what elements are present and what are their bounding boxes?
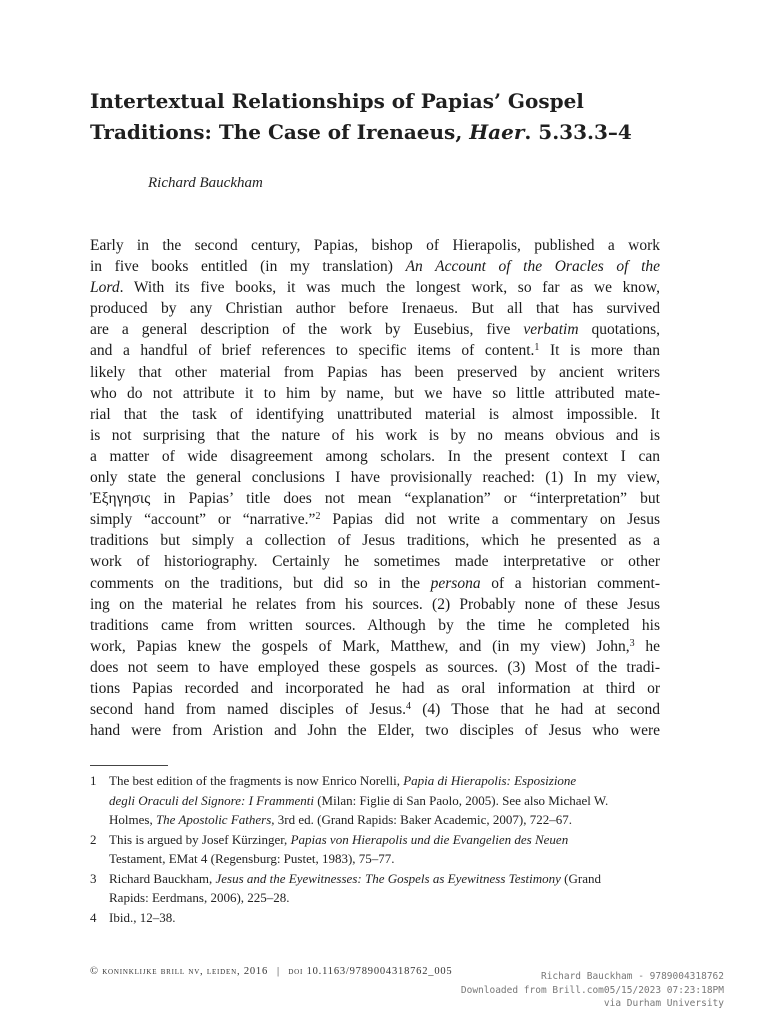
doi-link[interactable]: doi 10.1163/9789004318762_005 bbox=[288, 966, 453, 977]
body-line: tions Papias recorded and incorporated he had as oral information at third or bbox=[90, 679, 660, 697]
body-line: ing on the material he relates from his sources. (2) Probably none of these Jesus bbox=[90, 595, 660, 613]
footnote-ref[interactable]: 2 bbox=[315, 511, 321, 523]
body-line: hand were from Aristion and John the Elder, two disciples of Jesus who were bbox=[90, 722, 660, 740]
body-line: traditions came from written sources. Although by the time he completed his bbox=[90, 616, 660, 634]
author-name: Richard Bauckham bbox=[148, 175, 263, 191]
body-line: work, Papias knew the gospels of Mark, Matthew, and (in my view) John,$^3$ he bbox=[90, 637, 660, 655]
stamp-line: Downloaded from Brill.com05/15/2023 07:23:18PM bbox=[460, 984, 724, 996]
body-line: comments on the traditions, but did so in the persona of a historian comment- bbox=[90, 574, 660, 592]
body-paragraph bbox=[90, 235, 660, 741]
body-line: simply “account” or “narrative.”$^2$ Papias did not write a commentary on Jesus bbox=[90, 511, 660, 529]
footnote-divider bbox=[90, 765, 168, 766]
footnote-3: 3 Richard Bauckham, Jesus and the Eyewitnesses: The Gospels as Eyewitness Testimony (Grand Rapids: Eerdmans, 2006), 225–28. bbox=[90, 869, 660, 908]
body-line: who do not attribute it to him by name, but we have so little attributed mate- bbox=[90, 384, 660, 402]
footnotes bbox=[90, 771, 660, 927]
chapter-title bbox=[90, 86, 690, 148]
body-line: second hand from named disciples of Jesus.$^4$ (4) Those that he had at second bbox=[90, 701, 660, 719]
footnote-4: 4 Ibid., 12–38. bbox=[90, 908, 660, 928]
download-stamp bbox=[461, 970, 724, 1011]
title-line-2: Traditions: The Case of Irenaeus, Haer. 5.33.3–4 bbox=[90, 120, 632, 144]
copyright-notice: © koninklijke brill nv, leiden, 2016 bbox=[90, 966, 269, 977]
body-line: produced by any Christian author before Irenaeus. But all that has survived bbox=[90, 300, 660, 318]
footnote-number: 2 bbox=[90, 831, 97, 847]
footnote-number: 4 bbox=[90, 909, 97, 925]
body-line: Ἐξηγησις in Papias’ title does not mean “explanation” or “interpretation” but bbox=[90, 490, 660, 508]
body-line: does not seem to have employed these gospels as sources. (3) Most of the tradi- bbox=[90, 658, 660, 676]
stamp-line: via Durham University bbox=[603, 998, 724, 1009]
body-line: are a general description of the work by Eusebius, five verbatim quotations, bbox=[90, 321, 660, 339]
footnote-ref[interactable]: 4 bbox=[405, 701, 411, 713]
body-line: is not surprising that the nature of his work is by no means obvious and is bbox=[90, 426, 660, 444]
body-line: and a handful of brief references to specific items of content.$^1$ It is more than bbox=[90, 342, 660, 360]
body-line: work of historiography. Certainly he sometimes made interpretative or other bbox=[90, 553, 660, 571]
body-line: likely that other material from Papias has been preserved by ancient writers bbox=[90, 363, 660, 381]
body-line: rial that the task of identifying unattributed material is almost impossible. It bbox=[90, 405, 660, 423]
body-line: in five books entitled (in my translation) An Account of the Oracles of the bbox=[90, 258, 660, 276]
footer-separator: | bbox=[276, 966, 280, 977]
footnote-number: 3 bbox=[90, 870, 97, 886]
footnote-2: 2 This is argued by Josef Kürzinger, Papias von Hierapolis und die Evangelien des Neuen Testament, EMat 4 (Regensburg: Pustet, 1983), 75–77. bbox=[90, 830, 660, 869]
body-line: a matter of wide disagreement among scholars. In the present context I can bbox=[90, 447, 660, 465]
footnote-number: 1 bbox=[90, 773, 97, 788]
body-line: only state the general conclusions I have provisionally reached: (1) In my view, bbox=[90, 469, 660, 487]
footnote-ref[interactable]: 3 bbox=[629, 637, 635, 649]
page-footer bbox=[90, 966, 452, 977]
title-line-1: Intertextual Relationships of Papias’ Gospel bbox=[90, 89, 584, 113]
body-line: Early in the second century, Papias, bishop of Hierapolis, published a work bbox=[90, 237, 660, 254]
footnote-1: 1 The best edition of the fragments is now Enrico Norelli, Papia di Hierapolis: Esposizione degli Oraculi del Signore: I Frammenti (Milan: Figlie di San Paolo, 2005). See also Michael W. Holmes, The Apostolic Fathers, 3rd ed. (Grand Rapids: Baker Academic, 2007), 722–67. bbox=[90, 771, 660, 830]
body-line: traditions but simply a collection of Jesus traditions, which he presented as a bbox=[90, 532, 660, 550]
footnote-ref[interactable]: 1 bbox=[534, 342, 540, 354]
body-line: Lord. With its five books, it was much the longest work, so far as we know, bbox=[90, 279, 660, 297]
stamp-line: Richard Bauckham - 9789004318762 bbox=[540, 971, 724, 982]
